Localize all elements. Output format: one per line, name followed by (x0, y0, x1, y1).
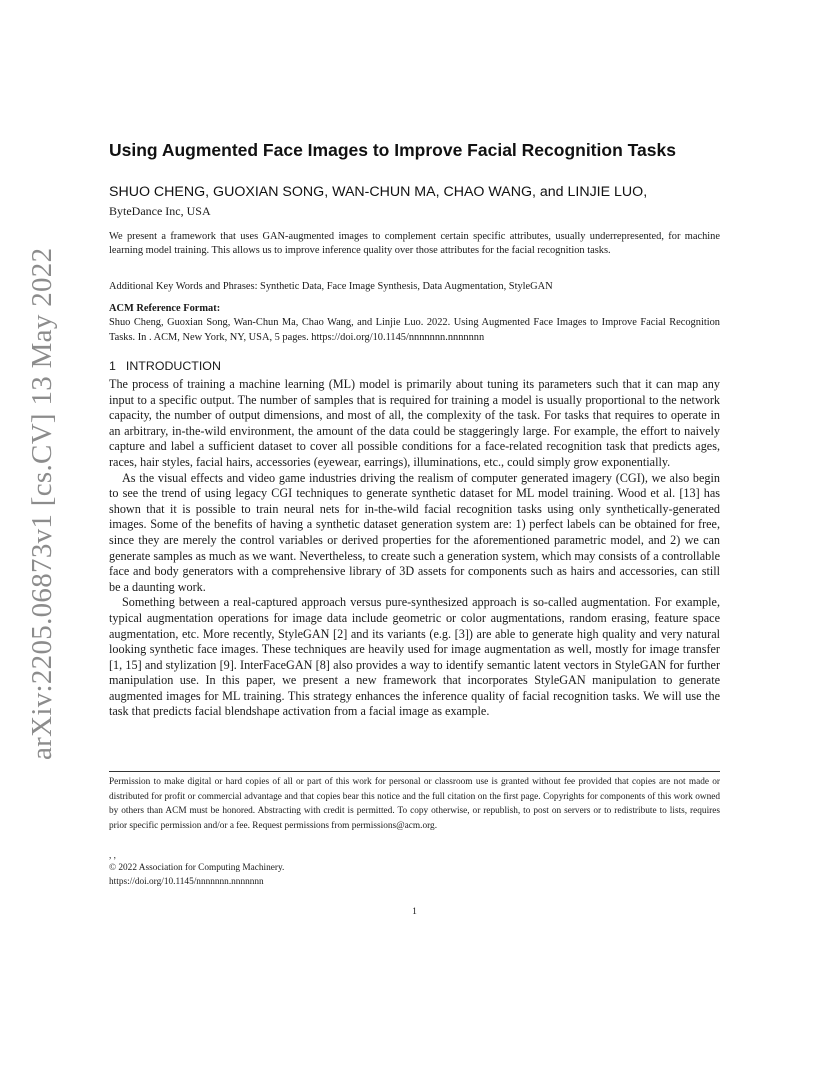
acm-reference-text: Shuo Cheng, Guoxian Song, Wan-Chun Ma, Chao Wang, and Linjie Luo. 2022. Using Augmented Face Images to Improve Facial Recognition Tasks. In . ACM, New York, NY, USA, 5 pages. https://doi.org/10.1145/nnnnnnn.nnnnnnn (109, 317, 720, 343)
abstract: We present a framework that uses GAN-augmented images to complement certain specific attributes, usually underrepresented, for machine learning model training. This allows us to improve inference quality over those attributes for the facial recognition tasks. (109, 231, 720, 257)
body-paragraph: Something between a real-captured approach versus pure-synthesized approach is so-called augmentation. For example, typical augmentation operations for image data include geometric or color augmentations, random erasing, feature space augmentation, etc. More recently, StyleGAN [2] and its variants (e.g. [3]) are able to generate high quality and very natural looking synthetic face images. These techniques are heavily used for image augmentation as well, mostly for image transfer [1, 15] and stylization [9]. InterFaceGAN [8] also provides a way to identify semantic latent vectors in StyleGAN for further manipulation use. In this paper, we present a new framework that incorporates StyleGAN manipulation to generate augmented images for ML training. This strategy enhances the inference quality of facial recognition tasks. We will use the task that predicts facial blendshape activation from a facial image as example. (109, 595, 720, 719)
paper-title: Using Augmented Face Images to Improve Facial Recognition Tasks (109, 140, 676, 160)
body-paragraph: The process of training a machine learning (ML) model is primarily about tuning its parameters such that it can map any input to a specific output. The number of samples that is required for training a model is usually proportional to the network capacity, the number of output dimensions, and most of all, the complexity of the task. For tasks that requires to operate in an arbitrary, in-the-wild environment, the amount of the data could be staggeringly large. For example, the effort to naively capture and label a sufficient dataset to cover all possible conditions for a face-related recognition task that predicts ages, races, hair styles, facial hairs, accessories (eyewear, earrings), illuminations, etc., could simply grow exponentially. (109, 377, 720, 469)
keywords: Additional Key Words and Phrases: Synthetic Data, Face Image Synthesis, Data Augmentation, StyleGAN (109, 281, 553, 292)
acm-reference-heading: ACM Reference Format: (109, 303, 221, 314)
section-heading (109, 357, 221, 375)
section-number: 1 (109, 359, 116, 373)
section-title: INTRODUCTION (125, 359, 221, 373)
page-number: 1 (412, 907, 417, 917)
copyright-line: © 2022 Association for Computing Machinery. (109, 863, 285, 873)
permission-footnote: Permission to make digital or hard copies of all or part of this work for personal or classroom use is granted without fee provided that copies are not made or distributed for profit or commercial advantage and that copies bear this notice and the full citation on the first page. Copyrights for components of this work owned by others than ACM must be honored. Abstracting with credit is permitted. To copy otherwise, or republish, to post on servers or to redistribute to lists, requires prior specific permission and/or a fee. Request permissions from permissions@acm.org. (109, 777, 720, 831)
section-body (109, 377, 720, 720)
doi-link[interactable]: https://doi.org/10.1145/nnnnnnn.nnnnnnn (109, 877, 264, 887)
arxiv-identifier-stamp: arXiv:2205.06873v1 [cs.CV] 13 May 2022 (26, 247, 58, 760)
author-list: SHUO CHENG, GUOXIAN SONG, WAN-CHUN MA, CHAO WANG, and LINJIE LUO, (109, 184, 648, 200)
body-paragraph: As the visual effects and video game industries driving the realism of computer generated imagery (CGI), we also begin to see the trend of using legacy CGI techniques to generate synthetic dataset for ML model training. Wood et al. [13] has shown that it is possible to train neural nets for in-the-wild facial recognition tasks using only synthetically-generated images. Some of the benefits of having a synthetic dataset generation system are: 1) perfect labels can be obtained for free, since they are merely the control variables or derived properties for the aforementioned parametric model, and 2) we can generate samples as much as we want. Nevertheless, to create such a generation system, which may consists of a controllable face and body generators with a comprehensive library of 3D assets for components such as hairs and accessories, can still be a daunting work. (109, 470, 720, 594)
footnote-divider (109, 771, 720, 772)
venue-line: , , (109, 851, 116, 861)
affiliation: ByteDance Inc, USA (109, 204, 211, 218)
